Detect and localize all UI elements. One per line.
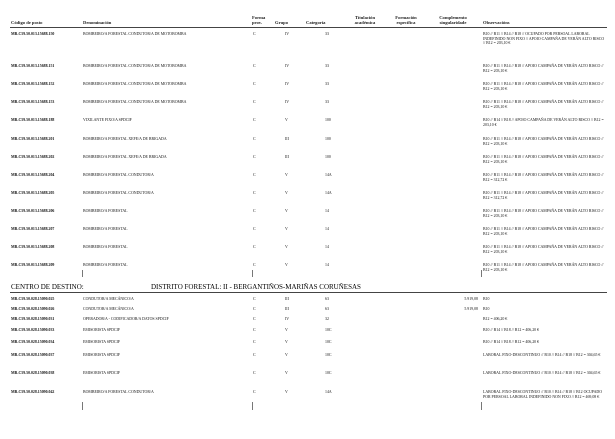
cell-forma: C xyxy=(253,390,256,394)
cell-denominacion: BOMBEIRO/A FORESTAL CONDUTOR/A DE MOTOBOMBA xyxy=(83,32,187,36)
header-complemento-1: Complemento xyxy=(439,15,467,20)
cell-denominacion: BOMBEIRO/A FORESTAL xyxy=(83,245,128,249)
cell-observacions: LABORAL FIXO-DESCONTINUO // B10 // B14 // B18 // B12 = 304,65 € xyxy=(483,371,601,375)
cell-code: MR.C59.50.028.15090.037 xyxy=(11,353,55,357)
cell-denominacion: BOMBEIRO/A FORESTAL xyxy=(83,227,128,231)
cell-categoria: 14 xyxy=(325,227,329,231)
cell-categoria: 10C xyxy=(325,328,332,332)
header-codigo: Código de posto xyxy=(11,20,43,25)
cell-categoria: 10C xyxy=(325,371,332,375)
cell-grupo: III xyxy=(285,307,289,311)
cell-code: MR.C59.50.013.15688.188 xyxy=(11,118,55,122)
header-forma: Forma xyxy=(252,15,266,20)
cell-denominacion: BOMBEIRO/A FORESTAL CONDUTOR/A DE MOTOBOMBA xyxy=(83,64,187,68)
cell-forma: C xyxy=(253,191,256,195)
header-titulacion-1: Titulación xyxy=(354,15,376,20)
cell-categoria: 33 xyxy=(325,82,329,86)
cell-grupo: V xyxy=(285,353,288,357)
cell-observacions: B10 // B14 // B18 // B12 = 406,20 € xyxy=(483,328,540,332)
cell-grupo: V xyxy=(285,227,288,231)
column-separator xyxy=(82,270,83,277)
header-formacion-1: Formación xyxy=(395,15,417,20)
cell-denominacion: BOMBEIRO/A FORESTAL xyxy=(83,209,128,213)
cell-grupo: III xyxy=(285,297,289,301)
header-prov: prov. xyxy=(252,20,262,25)
header-denominacion: Denominación xyxy=(83,20,112,25)
cell-forma: C xyxy=(253,155,256,159)
cell-categoria: 33 xyxy=(325,64,329,68)
cell-forma: C xyxy=(253,328,256,332)
cell-observacions: B10 // B11 // B14 // B18 // APOIO CAMPAÑA DE VERÁN ALTO RISCO // B12 = 203,10 € xyxy=(483,137,604,146)
cell-denominacion: BOMBEIRO/A FORESTAL XEFE/A DE BRIGADA xyxy=(83,137,167,141)
header-categoria: Categoría xyxy=(306,20,326,25)
cell-code: MR.C59.50.028.15090.038 xyxy=(11,371,55,375)
cell-code: MR.C59.50.028.15090.026 xyxy=(11,307,55,311)
cell-forma: C xyxy=(253,82,256,86)
cell-categoria: 33 xyxy=(325,100,329,104)
cell-denominacion: EMISORISTA SPDCIF xyxy=(83,340,120,344)
header-complemento-2: singularidade xyxy=(439,20,467,25)
cell-forma: C xyxy=(253,137,256,141)
cell-denominacion: BOMBEIRO/A FORESTAL xyxy=(83,263,128,267)
cell-code: MR.C59.50.013.15688.150 xyxy=(11,32,55,36)
cell-grupo: V xyxy=(285,371,288,375)
cell-categoria: 14 xyxy=(325,245,329,249)
cell-denominacion: BOMBEIRO/A FORESTAL CONDUTOR/A xyxy=(83,191,154,195)
cell-grupo: III xyxy=(285,137,289,141)
cell-forma: C xyxy=(253,100,256,104)
cell-grupo: V xyxy=(285,118,288,122)
header-grupo: Grupo xyxy=(275,20,289,25)
cell-denominacion: OPERADOR/A - CODIFICADOR/A DATOS SPDCIF xyxy=(83,317,169,321)
cell-code: MR.C59.50.028.15090.025 xyxy=(11,297,55,301)
cell-forma: C xyxy=(253,118,256,122)
cell-observacions: B10 // B11 // B14 // B18 // APOIO CAMPAÑA DE VERÁN ALTO RISCO // B12 = 203,10 € xyxy=(483,227,604,236)
cell-observacions: B10 // B11 // B14 // B18 // APOIO CAMPAÑA DE VERÁN ALTO RISCO // B12 = 203,10 € xyxy=(483,64,604,73)
cell-categoria: 32 xyxy=(325,317,329,321)
cell-observacions: B10 // B11 // B14 // B18 // APOIO CAMPAÑA DE VERÁN ALTO RISCO // B12 = 203,10 € xyxy=(483,100,604,109)
cell-observacions: LABORAL FIXO-DESCONTINUO // B10 // B14 // B18 // B12 = 304,65 € xyxy=(483,353,601,357)
cell-observacions: B10 xyxy=(483,307,490,311)
cell-code: MR.C59.50.028.15090.042 xyxy=(11,390,55,394)
cell-complemento: 5.919,08 xyxy=(464,307,478,311)
column-separator xyxy=(481,402,482,410)
cell-categoria: 10C xyxy=(325,340,332,344)
cell-denominacion: BOMBEIRO/A FORESTAL CONDUTOR/A DE MOTOBOMBA xyxy=(83,82,187,86)
cell-categoria: 14 xyxy=(325,209,329,213)
cell-code: MR.C59.50.013.15688.152 xyxy=(11,82,55,86)
header-rule xyxy=(10,27,607,28)
cell-categoria: 33 xyxy=(325,32,329,36)
cell-categoria: 63 xyxy=(325,307,329,311)
cell-categoria: 14A xyxy=(325,173,332,177)
cell-denominacion: BOMBEIRO/A FORESTAL XEFE/A DE BRIGADA xyxy=(83,155,167,159)
cell-code: MR.C59.50.013.15688.151 xyxy=(11,64,55,68)
cell-observacions: B10 // B14 // B18 // B12 = 406,20 € xyxy=(483,340,540,344)
centro-destino-value: DISTRITO FORESTAL: II - BERGANTIÑOS-MARIÑAS CORUÑESAS xyxy=(151,283,361,291)
header-titulacion-2: académica xyxy=(354,20,376,25)
cell-categoria: 14A xyxy=(325,390,332,394)
cell-observacions: B10 // B11 // B14 // B18 // APOIO CAMPAÑA DE VERÁN ALTO RISCO // B12 = 203,10 € xyxy=(483,245,604,254)
cell-grupo: IV xyxy=(285,317,290,321)
cell-observacions: B10 // B11 // B14 // B18 // APOIO CAMPAÑA DE VERÁN ALTO RISCO // B12 = 203,10 € xyxy=(483,82,604,91)
cell-grupo: IV xyxy=(285,64,290,68)
cell-forma: C xyxy=(253,64,256,68)
cell-forma: C xyxy=(253,32,256,36)
cell-code: MR.C59.50.013.15688.204 xyxy=(11,173,55,177)
cell-grupo: V xyxy=(285,390,288,394)
cell-forma: C xyxy=(253,353,256,357)
cell-categoria: 100 xyxy=(325,155,331,159)
cell-categoria: 100 xyxy=(325,118,331,122)
cell-code: MR.C59.50.028.15090.033 xyxy=(11,328,55,332)
cell-denominacion: VIXILANTE FIXO/A SPDCIF xyxy=(83,118,132,122)
cell-categoria: 14A xyxy=(325,191,332,195)
cell-code: MR.C59.50.013.15688.202 xyxy=(11,155,55,159)
cell-code: MR.C59.50.028.15090.034 xyxy=(11,340,55,344)
cell-observacions: B10 // B11 // B14 // B18 // APOIO CAMPAÑA DE VERÁN ALTO RISCO // B12 = 203,10 € xyxy=(483,209,604,218)
cell-code: MR.C59.50.013.15688.207 xyxy=(11,227,55,231)
cell-grupo: IV xyxy=(285,100,290,104)
cell-forma: C xyxy=(253,209,256,213)
header-formacion-2: específica xyxy=(396,20,416,25)
column-separator xyxy=(82,402,83,410)
header-observacions: Observacións xyxy=(483,20,510,25)
cell-grupo: III xyxy=(285,155,289,159)
section-rule xyxy=(10,292,607,293)
cell-code: MR.C59.50.013.15688.209 xyxy=(11,263,55,267)
cell-code: MR.C59.50.013.15688.208 xyxy=(11,245,55,249)
cell-denominacion: CONDUTOR/A MECÁNICO/A xyxy=(83,307,134,311)
cell-code: MR.C59.50.028.15090.031 xyxy=(11,317,55,321)
cell-denominacion: CONDUTOR/A MECÁNICO/A xyxy=(83,297,134,301)
cell-forma: C xyxy=(253,371,256,375)
cell-forma: C xyxy=(253,297,256,301)
cell-denominacion: EMISORISTA SPDCIF xyxy=(83,328,120,332)
cell-code: MR.C59.50.013.15688.153 xyxy=(11,100,55,104)
cell-denominacion: BOMBEIRO/A FORESTAL CONDUTOR/A xyxy=(83,390,154,394)
cell-observacions: B10 xyxy=(483,297,490,301)
cell-code: MR.C59.50.013.15688.205 xyxy=(11,191,55,195)
cell-observacions: B10 // B11 // B14 // B18 // APOIO CAMPAÑA DE VERÁN ALTO RISCO // B12 = 312,72 € xyxy=(483,191,604,200)
cell-grupo: V xyxy=(285,245,288,249)
column-separator xyxy=(481,270,482,277)
cell-code: MR.C59.50.013.15688.201 xyxy=(11,137,55,141)
cell-categoria: 10C xyxy=(325,353,332,357)
cell-categoria: 63 xyxy=(325,297,329,301)
cell-observacions: B10 // B11 // B14 // B18 // OCUPADO POR PERSOAL LABORAL INDEFINIDO NON FIXO // APOIO CAMPAÑA DE VERÁN ALTO RISCO // B12 = 203,10 € xyxy=(483,32,605,46)
cell-grupo: V xyxy=(285,191,288,195)
cell-grupo: V xyxy=(285,173,288,177)
cell-grupo: V xyxy=(285,209,288,213)
cell-forma: C xyxy=(253,307,256,311)
cell-code: MR.C59.50.013.15688.206 xyxy=(11,209,55,213)
cell-denominacion: EMISORISTA SPDCIF xyxy=(83,353,120,357)
cell-denominacion: EMISORISTA SPDCIF xyxy=(83,371,120,375)
cell-categoria: 14 xyxy=(325,263,329,267)
cell-observacions: B10 // B11 // B14 // B18 // APOIO CAMPAÑA DE VERÁN ALTO RISCO // B12 = 203,10 € xyxy=(483,263,604,272)
cell-denominacion: BOMBEIRO/A FORESTAL CONDUTOR/A DE MOTOBOMBA xyxy=(83,100,187,104)
cell-forma: C xyxy=(253,340,256,344)
cell-observacions: B12 = 406,20 € xyxy=(483,317,508,321)
cell-forma: C xyxy=(253,317,256,321)
cell-grupo: IV xyxy=(285,32,290,36)
cell-observacions: B10 // B11 // B14 // B18 // APOIO CAMPAÑA DE VERÁN ALTO RISCO // B12 = 203,10 € xyxy=(483,155,604,164)
cell-forma: C xyxy=(253,263,256,267)
cell-forma: C xyxy=(253,173,256,177)
centro-destino-label: CENTRO DE DESTINO: xyxy=(11,283,84,291)
cell-complemento: 5.919,08 xyxy=(464,297,478,301)
cell-observacions: LABORAL FIXO-DESCONTINUO // B10 // B14 // B18 // B12 OCUPADO POR PERSOAL LABORAL INDEFINIDO NON FIXO // B12 = 469,08 € xyxy=(483,390,603,399)
cell-observacions: B10 // B14 // B18 // APOIO CAMPAÑA DE VERÁN ALTO RISCO // B12 = 203,10 € xyxy=(483,118,604,127)
cell-grupo: IV xyxy=(285,82,290,86)
cell-observacions: B10 // B11 // B14 // B18 // APOIO CAMPAÑA DE VERÁN ALTO RISCO // B12 = 312,72 € xyxy=(483,173,604,182)
cell-forma: C xyxy=(253,227,256,231)
column-separator xyxy=(252,402,253,410)
cell-grupo: V xyxy=(285,340,288,344)
cell-forma: C xyxy=(253,245,256,249)
cell-denominacion: BOMBEIRO/A FORESTAL CONDUTOR/A xyxy=(83,173,154,177)
cell-grupo: V xyxy=(285,263,288,267)
column-separator xyxy=(252,270,253,277)
cell-categoria: 100 xyxy=(325,137,331,141)
cell-grupo: V xyxy=(285,328,288,332)
